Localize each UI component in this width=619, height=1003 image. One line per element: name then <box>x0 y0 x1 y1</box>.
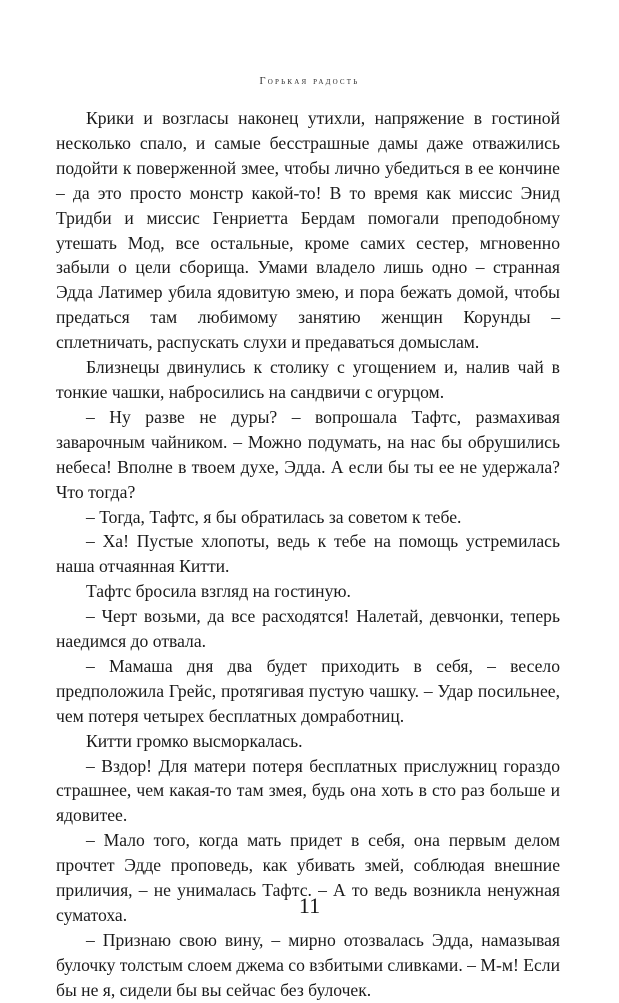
paragraph: – Мало того, когда мать придет в себя, она первым делом прочтет Эдде проповедь, как убивать змей, соблюдая внешние приличия, – не унималась Тафтс. – А то ведь возникла ненужная суматоха. <box>56 830 560 925</box>
paragraph: – Черт возьми, да все расходятся! Налетай, девчонки, теперь наедимся до отвала. <box>56 606 560 652</box>
paragraph: Тафтс бросила взгляд на гостиную. <box>86 581 351 602</box>
paragraph: Близнецы двинулись к столику с угощением и, налив чай в тонкие чашки, набросились на сандвичи с огурцом. <box>56 357 560 402</box>
paragraph: – Тогда, Тафтс, я бы обратилась за советом к тебе. <box>86 506 462 527</box>
page-number: 11 <box>298 893 321 918</box>
running-title: Горькая радость <box>259 76 360 87</box>
paragraph: Крики и возгласы наконец утихли, напряжение в гостиной несколько спало, и самые бесстрашные дамы даже отважились подойти к поверженной змее, чтобы лично убедиться в ее кончине – да это просто монстр какой-то! В то время как миссис Энид Тридби и миссис Генриетта Бердам помогали преподобному утешать Мод, все остальные, кроме самих сестер, мгновенно забыли о цели сборища. Умами владело лишь одно – странная Эдда Латимер убила ядовитую змею, и пора бежать домой, чтобы предаться там любимому занятию женщин Корунды – сплетничать, распускать слухи и предаваться домыслам. <box>56 108 560 353</box>
paragraph: – Ха! Пустые хлопоты, ведь к тебе на помощь устремилась наша отчаянная Китти. <box>56 531 560 577</box>
paragraph: Китти громко высморкалась. <box>86 730 303 751</box>
paragraph: – Мамаша дня два будет приходить в себя, – весело предположила Грейс, протягивая пустую чашку. – Удар посильнее, чем потеря четырех бесплатных домработниц. <box>56 655 560 726</box>
paragraph: – Вздор! Для матери потеря бесплатных прислужниц гораздо страшнее, чем какая-то там змея, будь она хоть в сто раз больше и ядовитее. <box>56 755 560 826</box>
paragraph: – Признаю свою вину, – мирно отозвалась Эдда, намазывая булочку толстым слоем джема со взбитыми сливками. – М-м! Если бы не я, сидели бы вы сейчас без булочек. <box>56 929 560 1000</box>
running-head <box>0 76 619 87</box>
paragraph: – Ну разве не дуры? – вопрошала Тафтс, размахивая заварочным чайником. – Можно подумать, на нас бы обрушились небеса! Вполне в твоем духе, Эдда. А если бы ты ее не удержала? Что тогда? <box>56 406 560 502</box>
body-text <box>56 106 560 1003</box>
